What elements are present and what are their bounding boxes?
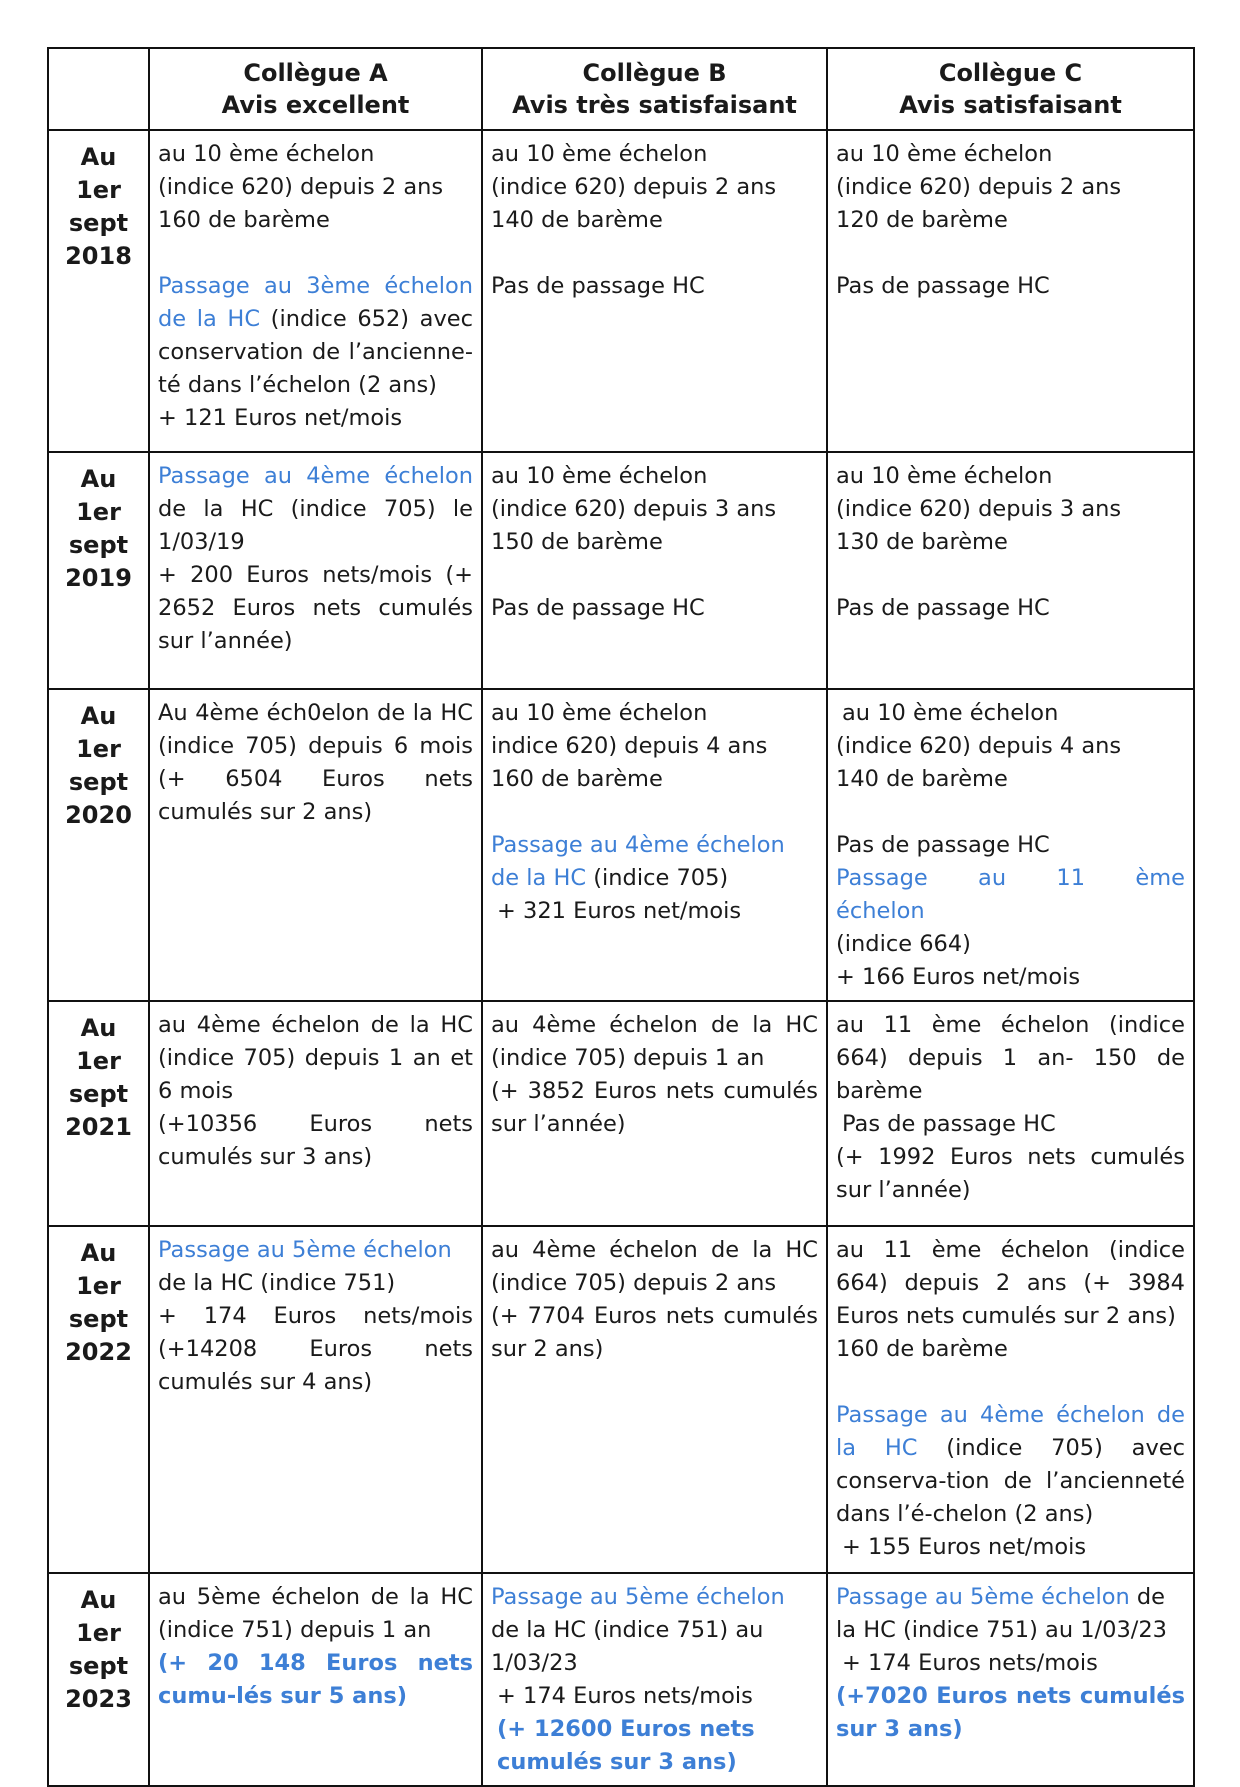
table-row-2020 xyxy=(48,689,1194,1001)
cumulative-total: (+7020 Euros nets cumulés sur 3 ans) xyxy=(836,1683,1185,1742)
cell-c-2022: au 11 ème échelon (indice 664) depuis 2 ans (+ 3984 Euros nets cumulés sur 2 ans) 160 de barème Passage au 4ème échelon de la HC (indice 705) avec conserva-tion de l’ancienneté dans l’é-chelon (2 ans) + 155 Euros net/mois xyxy=(827,1226,1194,1573)
cell-a-2021: au 4ème échelon de la HC (indice 705) depuis 1 an et 6 mois (+10356 Euros nets cumulés sur 3 ans) xyxy=(149,1001,482,1226)
year-cell: Au 1er sept 2021 xyxy=(48,1001,149,1226)
cell-a-2023: au 5ème échelon de la HC (indice 751) depuis 1 an (+ 20 148 Euros nets cumu-lés sur 5 ans) xyxy=(149,1573,482,1786)
year-cell: Au 1er sept 2020 xyxy=(48,689,149,1001)
year-cell: Au 1er sept 2018 xyxy=(48,130,149,452)
cell-b-2022: au 4ème échelon de la HC (indice 705) depuis 2 ans (+ 7704 Euros nets cumulés sur 2 ans) xyxy=(482,1226,827,1573)
table-row-2019 xyxy=(48,452,1194,689)
header-colleague-c: Collègue C Avis satisfaisant xyxy=(827,48,1194,130)
cell-a-2019: Passage au 4ème échelon de la HC (indice 705) le 1/03/19 + 200 Euros nets/mois (+ 2652 Euros nets cumulés sur l’année) xyxy=(149,452,482,689)
cell-b-2018: au 10 ème échelon (indice 620) depuis 2 ans 140 de barème Pas de passage HC xyxy=(482,130,827,452)
cell-c-2018: au 10 ème échelon (indice 620) depuis 2 ans 120 de barème Pas de passage HC xyxy=(827,130,1194,452)
header-colleague-b: Collègue B Avis très satisfaisant xyxy=(482,48,827,130)
cell-c-2019: au 10 ème échelon (indice 620) depuis 3 ans 130 de barème Pas de passage HC xyxy=(827,452,1194,689)
promotion-text: Passage au 3ème échelon de la HC xyxy=(158,273,473,332)
cell-a-2020: Au 4ème éch0elon de la HC (indice 705) depuis 6 mois (+ 6504 Euros nets cumulés sur 2 ans) xyxy=(149,689,482,1001)
cumulative-total: (+ 12600 Euros nets cumulés sur 3 ans) xyxy=(497,1716,755,1775)
cell-b-2019: au 10 ème échelon (indice 620) depuis 3 ans 150 de barème Pas de passage HC xyxy=(482,452,827,689)
promotion-text: Passage au 4ème échelon de la HC xyxy=(836,1402,1185,1461)
table-row-2018 xyxy=(48,130,1194,452)
corner-cell xyxy=(48,48,149,130)
promotion-text: Passage au 5ème échelon xyxy=(836,1584,1130,1610)
year-cell: Au 1er sept 2022 xyxy=(48,1226,149,1573)
promotion-text: Passage au 5ème échelon xyxy=(491,1584,785,1610)
cell-a-2022: Passage au 5ème échelon de la HC (indice 751) + 174 Euros nets/mois (+14208 Euros nets cumulés sur 4 ans) xyxy=(149,1226,482,1573)
table-row-2021 xyxy=(48,1001,1194,1226)
year-cell: Au 1er sept 2019 xyxy=(48,452,149,689)
promotion-text: Passage au 11 ème échelon xyxy=(836,865,1185,924)
cell-b-2021: au 4ème échelon de la HC (indice 705) depuis 1 an (+ 3852 Euros nets cumulés sur l’année) xyxy=(482,1001,827,1226)
cell-b-2023: Passage au 5ème échelon de la HC (indice 751) au 1/03/23 + 174 Euros nets/mois (+ 12600 Euros nets cumulés sur 3 ans) xyxy=(482,1573,827,1786)
header-colleague-a: Collègue A Avis excellent xyxy=(149,48,482,130)
header-row xyxy=(48,48,1194,130)
table-row-2022 xyxy=(48,1226,1194,1573)
cell-b-2020: au 10 ème échelon indice 620) depuis 4 ans 160 de barème Passage au 4ème échelon de la HC (indice 705) + 321 Euros net/mois xyxy=(482,689,827,1001)
year-cell: Au 1er sept 2023 xyxy=(48,1573,149,1786)
promotion-text: Passage au 4ème échelon de la HC xyxy=(491,832,785,891)
cell-c-2021: au 11 ème échelon (indice 664) depuis 1 an- 150 de barème Pas de passage HC (+ 1992 Euros nets cumulés sur l’année) xyxy=(827,1001,1194,1226)
cell-a-2018: au 10 ème échelon (indice 620) depuis 2 ans 160 de barème Passage au 3ème échelon de la HC (indice 652) avec conservation de l’ancienne-té dans l’échelon (2 ans) + 121 Euros net/mois xyxy=(149,130,482,452)
career-comparison-table xyxy=(47,47,1195,1787)
promotion-text: Passage au 4ème échelon xyxy=(158,463,473,489)
cell-c-2023: Passage au 5ème échelon de la HC (indice 751) au 1/03/23 + 174 Euros nets/mois (+7020 Euros nets cumulés sur 3 ans) xyxy=(827,1573,1194,1786)
promotion-text: Passage au 5ème échelon xyxy=(158,1237,452,1263)
cell-c-2020: au 10 ème échelon (indice 620) depuis 4 ans 140 de barème Pas de passage HC Passage au 11 ème échelon (indice 664) + 166 Euros net/mois xyxy=(827,689,1194,1001)
table-row-2023 xyxy=(48,1573,1194,1786)
cumulative-total: (+ 20 148 Euros nets cumu-lés sur 5 ans) xyxy=(158,1650,473,1709)
